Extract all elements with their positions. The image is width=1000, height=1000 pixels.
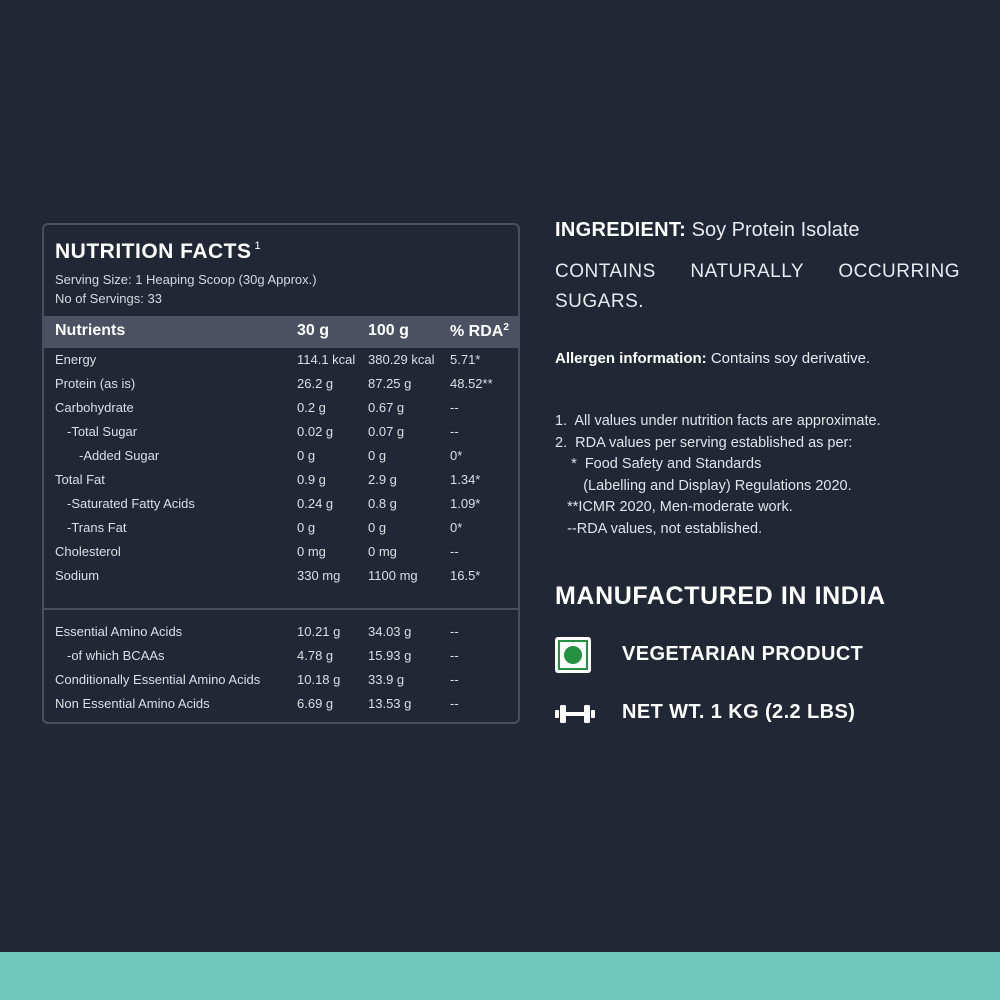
value-per-30g: 10.18 g: [297, 672, 341, 687]
value-per-30g: 4.78 g: [297, 648, 334, 663]
amino-acid-row: [44, 669, 518, 693]
footnote-line: * Food Safety and Standards: [555, 456, 762, 472]
value-per-100g: 33.9 g: [368, 672, 405, 687]
header-per-100g: 100 g: [368, 322, 409, 339]
value-rda: --: [450, 424, 459, 439]
nutrient-name: Total Fat: [55, 472, 105, 487]
value-per-30g: 0 g: [297, 520, 316, 535]
value-per-30g: 330 mg: [297, 568, 341, 583]
value-rda: 16.5*: [450, 568, 481, 583]
nutrient-name: Conditionally Essential Amino Acids: [55, 672, 261, 687]
nutrient-row: [44, 421, 518, 445]
ingredient-label: INGREDIENT:: [555, 219, 687, 241]
footnote-line: (Labelling and Display) Regulations 2020.: [555, 477, 852, 494]
ingredient-value: Soy Protein Isolate: [691, 219, 860, 241]
header-per-30g: 30 g: [297, 322, 330, 339]
value-rda: 0*: [450, 448, 463, 463]
amino-acid-rows: [44, 621, 518, 717]
header-rda: % RDA$^2$: [450, 322, 509, 340]
contains-sugars-note: CONTAINS NATURALLY OCCURRING SUGARS.: [555, 261, 960, 312]
value-rda: 1.09*: [450, 496, 481, 511]
value-rda: --: [450, 696, 459, 711]
value-per-100g: 0.67 g: [368, 400, 405, 415]
title-footnote-marker: 1: [254, 240, 262, 252]
ingredient-line: [555, 219, 960, 242]
nutrient-name: -of which BCAAs: [67, 648, 165, 663]
table-divider: [44, 608, 518, 610]
nutrient-name: Energy: [55, 352, 97, 367]
value-per-30g: 0.9 g: [297, 472, 326, 487]
value-rda: --: [450, 400, 459, 415]
value-per-100g: 87.25 g: [368, 376, 412, 391]
nutrient-name: -Trans Fat: [67, 520, 127, 535]
nutrient-name: -Saturated Fatty Acids: [67, 496, 195, 511]
nutrient-row: [44, 373, 518, 397]
footnote-line: **ICMR 2020, Men-moderate work.: [555, 499, 793, 515]
servings-count: No of Servings: 33: [55, 291, 162, 306]
value-rda: 1.34*: [450, 472, 481, 487]
dumbbell-icon: [555, 703, 595, 725]
allergen-info: [555, 350, 960, 367]
amino-acid-row: [44, 645, 518, 669]
nutrient-name: Essential Amino Acids: [55, 624, 183, 639]
nutrient-name: Sodium: [55, 568, 100, 583]
vegetarian-label: VEGETARIAN PRODUCT: [622, 643, 864, 665]
value-per-100g: 0 mg: [368, 544, 397, 559]
nutrient-name: -Added Sugar: [79, 448, 160, 463]
nutrient-row: [44, 349, 518, 373]
value-per-100g: 15.93 g: [368, 648, 412, 663]
value-per-100g: 1100 mg: [368, 568, 418, 583]
value-per-100g: 380.29 kcal: [368, 352, 435, 367]
rda-footnote-marker: 2: [503, 322, 509, 333]
nutrition-table-header: [44, 316, 518, 348]
vegetarian-badge: [555, 637, 895, 673]
value-per-100g: 0 g: [368, 520, 387, 535]
nutrient-name: Cholesterol: [55, 544, 121, 559]
nutrient-row: [44, 565, 518, 589]
value-per-100g: 0 g: [368, 448, 387, 463]
nutrient-row: [44, 445, 518, 469]
value-per-30g: 0.24 g: [297, 496, 334, 511]
net-weight-badge: [555, 695, 915, 731]
value-rda: 0*: [450, 520, 463, 535]
nutrition-facts-title: NUTRITION FACTS $^1$: [55, 240, 262, 263]
nutrient-name: Protein (as is): [55, 376, 136, 391]
nutrient-row: [44, 493, 518, 517]
value-per-30g: 114.1 kcal: [297, 352, 356, 367]
footnotes: [555, 411, 960, 540]
value-rda: --: [450, 624, 459, 639]
nutrient-row: [44, 469, 518, 493]
manufactured-in-india: MANUFACTURED IN INDIA: [555, 582, 886, 610]
value-per-100g: 0.8 g: [368, 496, 397, 511]
value-per-100g: 0.07 g: [368, 424, 405, 439]
nutrient-row: [44, 517, 518, 541]
value-rda: --: [450, 672, 459, 687]
value-per-30g: 10.21 g: [297, 624, 341, 639]
value-per-100g: 2.9 g: [368, 472, 397, 487]
serving-size: Serving Size: 1 Heaping Scoop (30g Approx.): [55, 272, 317, 287]
amino-acid-row: [44, 621, 518, 645]
net-weight-label: NET WT. 1 KG (2.2 LBS): [622, 701, 856, 723]
bottom-accent-band: [0, 952, 1000, 1000]
value-per-100g: 34.03 g: [368, 624, 412, 639]
value-per-100g: 13.53 g: [368, 696, 412, 711]
amino-acid-row: [44, 693, 518, 717]
nutrient-rows: [44, 349, 518, 589]
nutrient-row: [44, 541, 518, 565]
value-per-30g: 0.2 g: [297, 400, 326, 415]
value-per-30g: 0.02 g: [297, 424, 334, 439]
value-rda: 5.71*: [450, 352, 481, 367]
value-per-30g: 0 g: [297, 448, 316, 463]
nutrient-row: [44, 397, 518, 421]
value-per-30g: 26.2 g: [297, 376, 334, 391]
allergen-label: Allergen information:: [555, 350, 707, 367]
nutrition-facts-panel: [42, 223, 520, 724]
allergen-value: Contains soy derivative.: [710, 350, 871, 367]
value-per-30g: 0 mg: [297, 544, 326, 559]
nutrient-name: Carbohydrate: [55, 400, 134, 415]
value-rda: 48.52**: [450, 376, 493, 391]
header-nutrients: Nutrients: [55, 322, 126, 339]
footnote-line: --RDA values, not established.: [555, 520, 763, 537]
value-per-30g: 6.69 g: [297, 696, 334, 711]
value-rda: --: [450, 648, 459, 663]
nutrient-name: -Total Sugar: [67, 424, 138, 439]
veg-symbol-icon: [555, 637, 591, 673]
nutrient-name: Non Essential Amino Acids: [55, 696, 210, 711]
value-rda: --: [450, 544, 459, 559]
footnote-line: 2. RDA values per serving established as per:: [555, 434, 853, 451]
footnote-line: 1. All values under nutrition facts are approximate.: [555, 413, 881, 429]
